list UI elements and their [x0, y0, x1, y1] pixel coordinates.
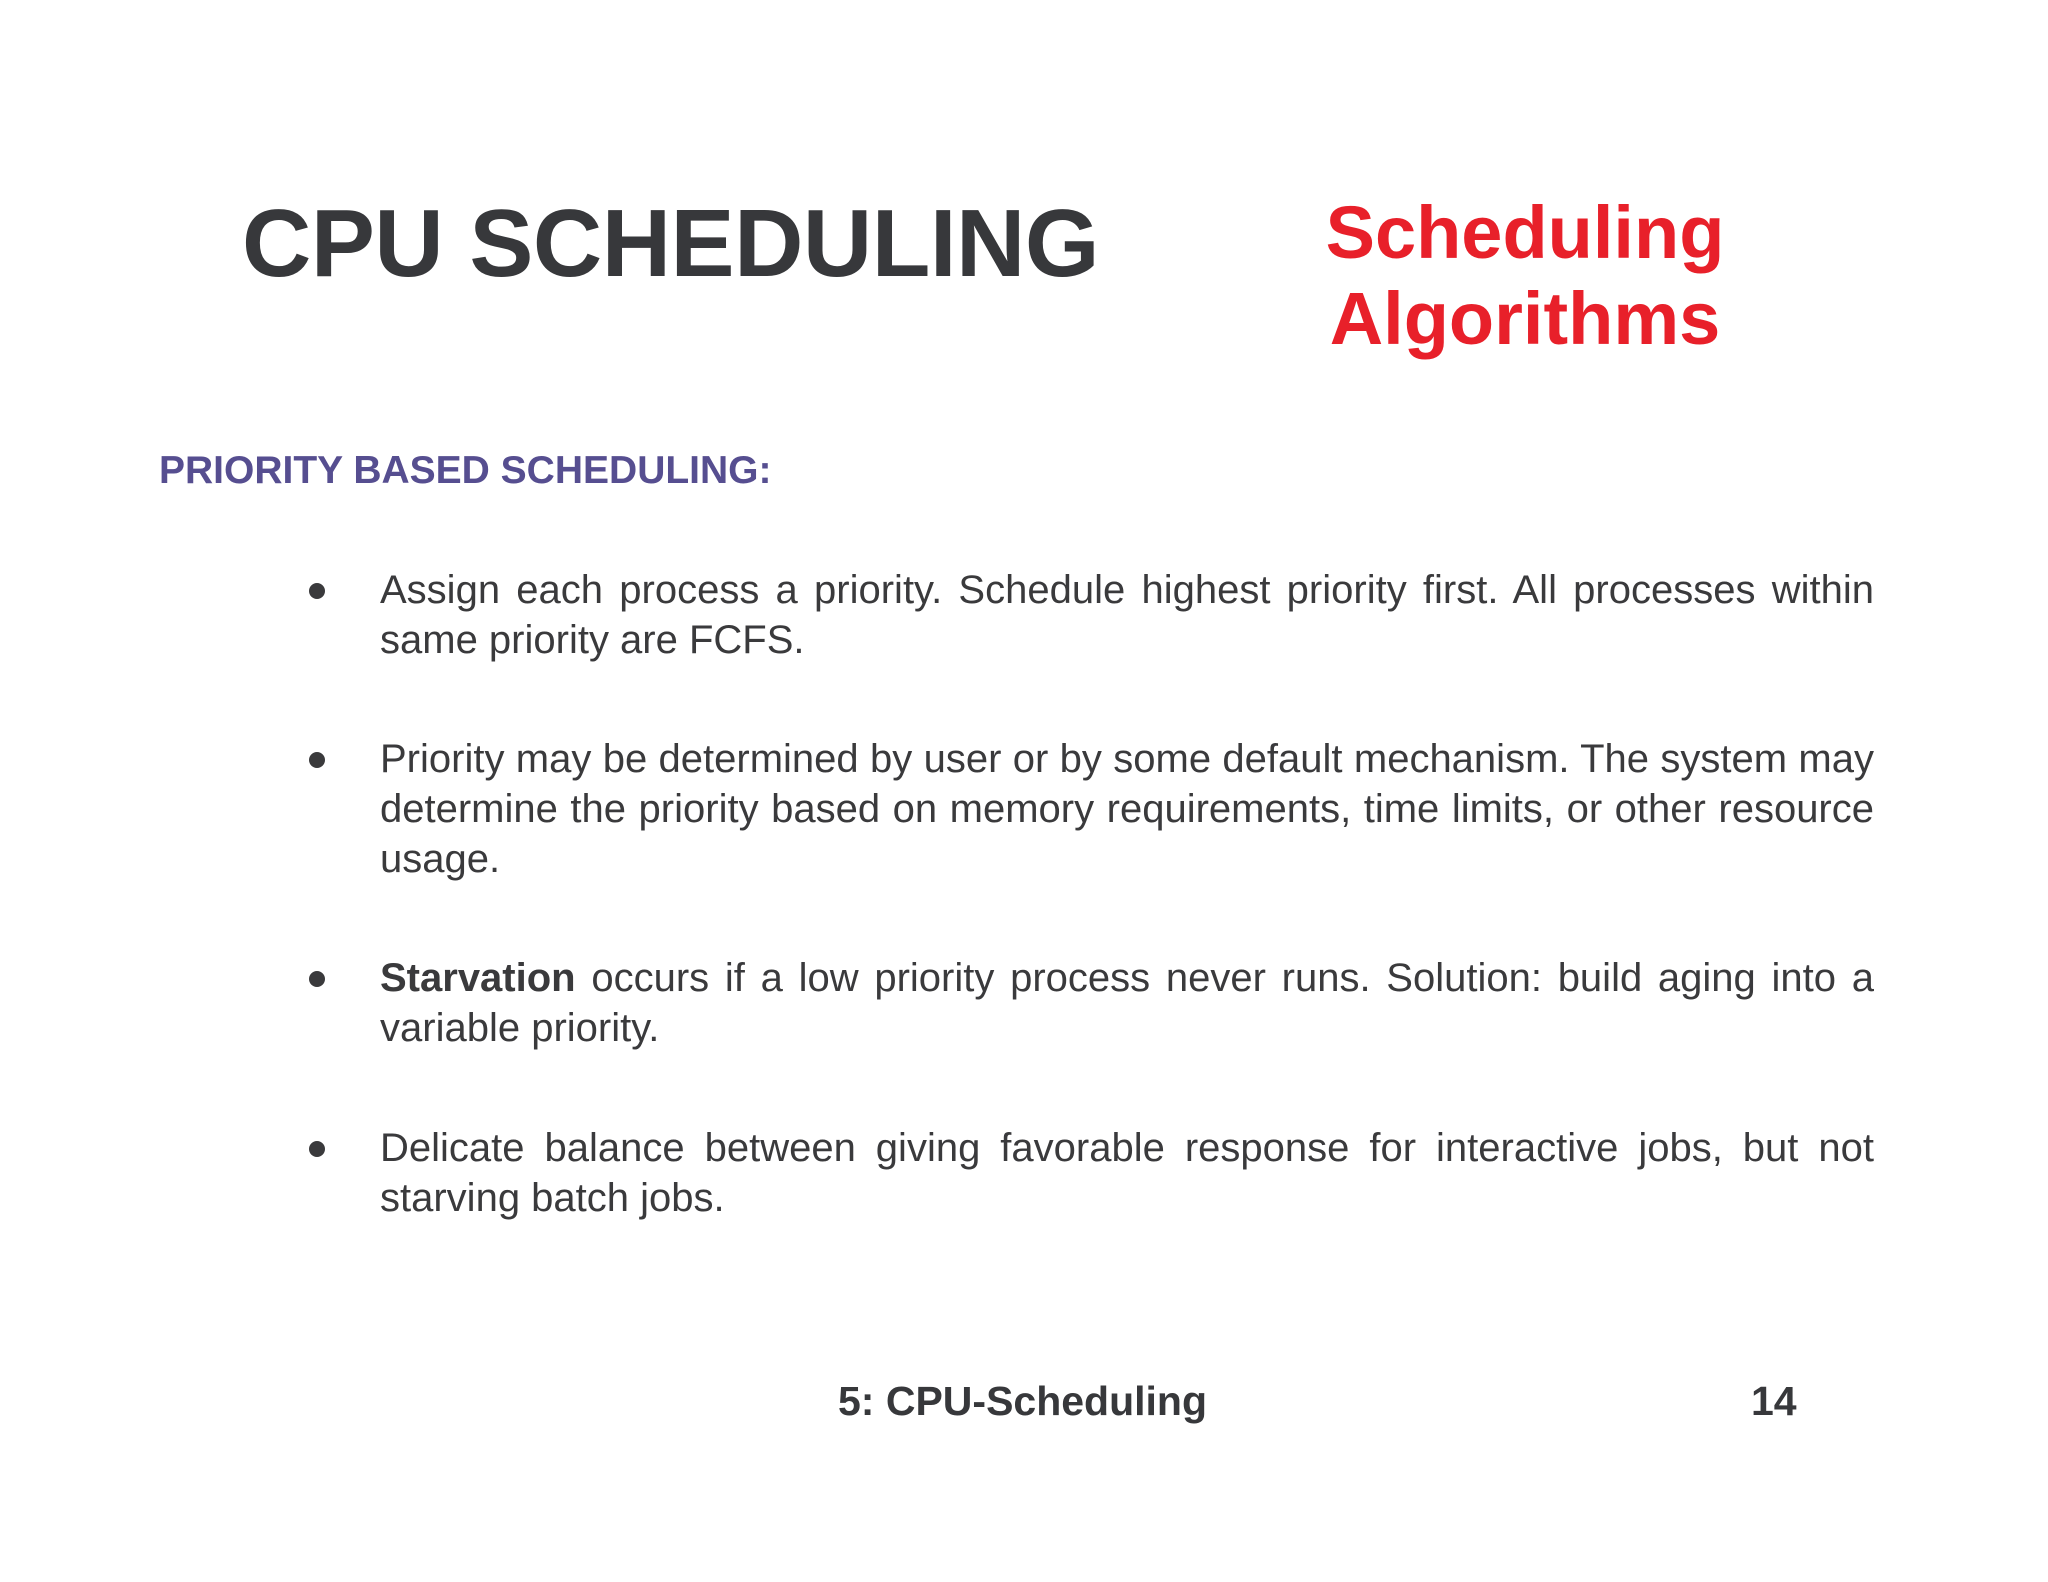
bullet-bold-term: Starvation	[380, 956, 576, 1000]
section-subtitle-line-1: Scheduling	[1325, 191, 1725, 274]
section-subtitle	[1280, 190, 1770, 362]
slide-title: CPU SCHEDULING	[242, 190, 1100, 297]
bullet-dot-icon	[309, 971, 325, 987]
bullet-dot-icon	[309, 1141, 325, 1157]
bullet-text: Priority may be determined by user or by some default mechanism. The system may determine the priority based on memory requirements, time limits, or other resource usage.	[380, 737, 1874, 881]
page-number: 14	[1751, 1378, 1797, 1424]
bullet-text-rest: occurs if a low priority process never runs. Solution: build aging into a variable priority.	[380, 956, 1874, 1050]
bullet-text	[380, 953, 1874, 1053]
bullet-text: Delicate balance between giving favorable response for interactive jobs, but not starving batch jobs.	[380, 1126, 1874, 1220]
section-heading: PRIORITY BASED SCHEDULING:	[159, 449, 772, 492]
bullet-dot-icon	[309, 583, 325, 599]
bullet-text: Assign each process a priority. Schedule highest priority first. All processes within same priority are FCFS.	[380, 568, 1874, 662]
section-subtitle-line-2: Algorithms	[1329, 277, 1721, 360]
bullet-dot-icon	[309, 752, 325, 768]
footer-label: 5: CPU-Scheduling	[838, 1378, 1208, 1424]
